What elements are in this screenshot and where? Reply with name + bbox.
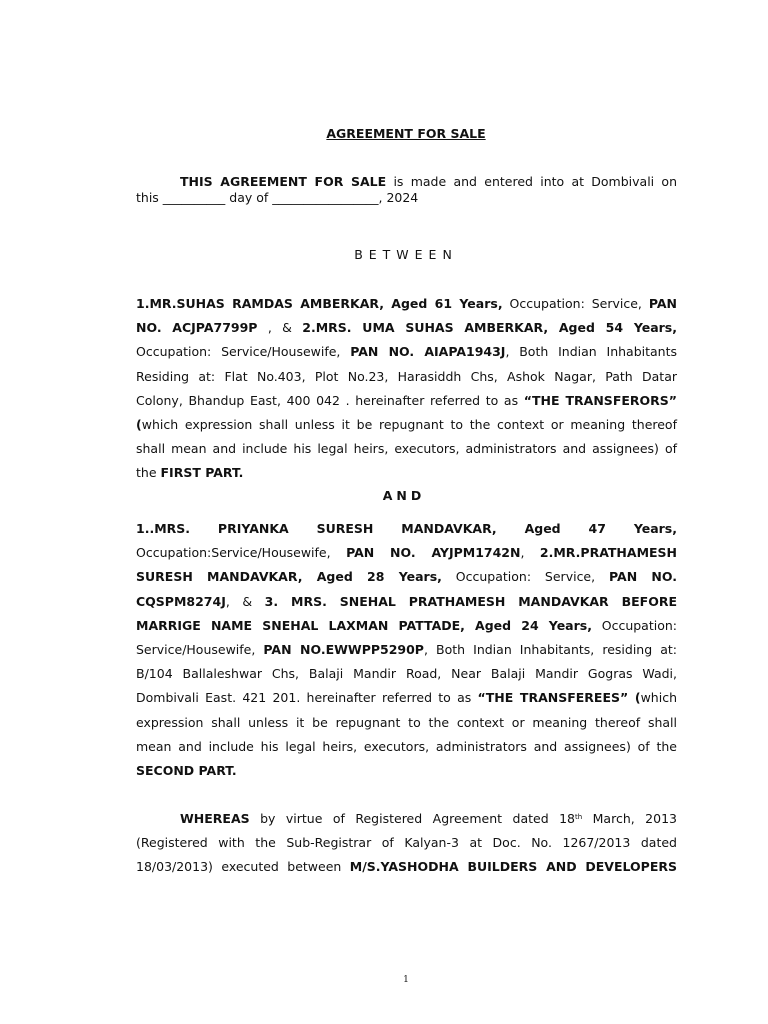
first-part-line: Occupation: Service/Housewife, PAN NO. AIAPA1943J, Both Indian Inhabitants	[136, 344, 677, 360]
whereas-paragraph	[136, 807, 677, 880]
first-part-line: shall mean and include his legal heirs, executors, administrators and assignees) of	[136, 441, 677, 457]
first-part-line: the FIRST PART.	[136, 465, 244, 481]
and-heading: AND	[382, 488, 426, 503]
second-part-line: Occupation:Service/Housewife, PAN NO. AYJPM1742N, 2.MR.PRATHAMESH	[136, 545, 678, 561]
ordinal-suffix: th	[575, 813, 583, 821]
first-part-line: Colony, Bhandup East, 400 042 . hereinafter referred to as “THE TRANSFERORS”	[136, 392, 677, 408]
intro-line-1	[136, 174, 677, 190]
intro-line-2: this __________ day of _________________, 2024	[136, 190, 419, 205]
first-part-paragraph	[136, 292, 677, 486]
second-part-line: SECOND PART.	[136, 763, 237, 779]
second-part-line: SURESH MANDAVKAR, Aged 28 Years, Occupation: Service, PAN NO.	[136, 569, 677, 585]
intro-paragraph	[136, 174, 677, 206]
second-part-line: B/104 Ballaleshwar Chs, Balaji Mandir Road, Near Balaji Mandir Gogras Wadi,	[136, 666, 677, 682]
second-part-line: expression shall unless it be repugnant to the context or meaning thereof shall	[136, 714, 677, 730]
second-part-line: 1..MRS. PRIYANKA SURESH MANDAVKAR, Aged 47 Years,	[136, 521, 677, 536]
second-part-line: Service/Housewife, PAN NO.EWWPP5290P, Both Indian Inhabitants, residing at:	[136, 642, 677, 658]
whereas-line: (Registered with the Sub-Registrar of Kalyan-3 at Doc. No. 1267/2013 dated	[136, 835, 677, 851]
second-part-line: Dombivali East. 421 201. hereinafter referred to as “THE TRANSFEREES” (which	[136, 690, 677, 706]
second-part-line: mean and include his legal heirs, executors, administrators and assignees) of the	[136, 738, 677, 754]
second-part-line: CQSPM8274J, & 3. MRS. SNEHAL PRATHAMESH MANDAVKAR BEFORE	[136, 593, 677, 609]
first-part-line: Residing at: Flat No.403, Plot No.23, Harasiddh Chs, Ashok Nagar, Path Datar	[136, 368, 677, 384]
first-part-line: (which expression shall unless it be repugnant to the context or meaning thereof	[136, 417, 677, 433]
whereas-line: WHEREAS by virtue of Registered Agreement dated 18th March, 2013	[180, 811, 677, 826]
first-part-line: 1.MR.SUHAS RAMDAS AMBERKAR, Aged 61 Years, Occupation: Service, PAN	[136, 296, 677, 311]
first-part-line: NO. ACJPA7799P , & 2.MRS. UMA SUHAS AMBERKAR, Aged 54 Years,	[136, 320, 677, 336]
second-part-paragraph	[136, 517, 677, 783]
page-number: 1	[403, 975, 409, 985]
intro-text-1: is made and entered into at Dombivali on	[386, 174, 677, 189]
intro-bold: THIS AGREEMENT FOR SALE	[180, 174, 387, 189]
document-title: AGREEMENT FOR SALE	[326, 126, 486, 141]
between-heading: BETWEEN	[354, 247, 458, 262]
whereas-line: 18/03/2013) executed between M/S.YASHODHA BUILDERS AND DEVELOPERS	[136, 859, 677, 875]
second-part-line: MARRIGE NAME SNEHAL LAXMAN PATTADE, Aged 24 Years, Occupation:	[136, 617, 677, 633]
